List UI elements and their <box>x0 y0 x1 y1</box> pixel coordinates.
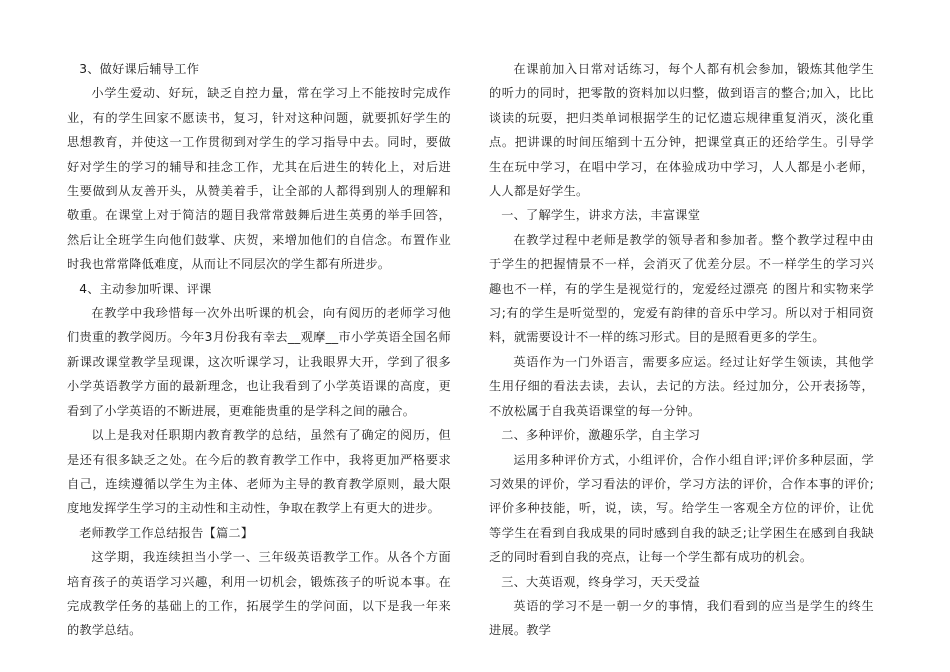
section-heading: 三、大英语观，终身学习，天天受益 <box>501 574 701 589</box>
body-paragraph: 英语作为一门外语言，需要多应运。经过让好学生领读，其他学生用仔细的看法去读，去认，去记的方法。经过加分，公开表扬等，不放松属于自我英语课堂的每一分钟。 <box>489 354 874 418</box>
body-paragraph: 运用多种评价方式，小组评价，合作小组自评;评价多种层面，学习效果的评价，学习看法的评价，学习方法的评价，合作本事的评价;评价多种技能，听，说，读，写。给学生一客观全方位的评价，让优等学生在看到自我成果的同时感到自我的缺乏;让学困生在感到自我缺乏的同时看到自我的亮点，让每一个学生都有成功的机会。 <box>489 452 874 565</box>
body-paragraph: 在课前加入日常对话练习，每个人都有机会参加，锻炼其他学生的听力的同时，把零散的资料加以归整，做到语言的整合;加入，比比谈读的玩耍，把归类单词根据学生的记忆遗忘规律重复消灭，淡化重点。把讲课的时间压缩到十五分钟，把课堂真正的还给学生。引导学生在玩中学习，在唱中学习，在体验成功中学习，人人都是小老师，人人都是好学生。 <box>489 62 874 199</box>
section-heading: 二、多种评价，激趣乐学，自主学习 <box>501 428 701 443</box>
body-paragraph: 在教学过程中老师是教学的领导者和参加者。整个教学过程中由于学生的把握情景不一样，会消灭了优差分层。不一样学生的学习兴趣也不一样，有的学生是视觉行的，宠爱经过漂亮 的图片和实物来学习;有的学生是听觉型的，宠爱有韵律的音乐中学习。所以对于相同资料，就需要设计不一样的练习形式。目的是照看更多的学生。 <box>489 232 874 345</box>
body-paragraph: 以上是我对任职期内教育教学的总结，虽然有了确定的阅历，但是还有很多缺乏之处。在今后的教育教学工作中，我将更加严格要求自己，连续遵循以学生为主体、老师为主导的教育教学原则，最大限度地发挥学生学习的主动性和主动性，争取在教学上有更大的进步。 <box>67 428 451 516</box>
body-paragraph: 英语的学习不是一朝一夕的事情，我们看到的应当是学生的终生进展。教学 <box>489 598 874 638</box>
body-paragraph: 在教学中我珍惜每一次外出听课的机会，向有阅历的老师学习他们贵重的教学阅历。今年3月份我有幸去__观摩__市小学英语全国名师新课改课堂教学呈现课，这次听课学习，让我眼界大开，学到了很多小学英语教学方面的最新理念，也让我看到了小学英语课的高度，更看到了小学英语的不断进展，更难能贵重的是学科之间的融合。 <box>67 306 451 418</box>
section-heading: 老师教学工作总结报告【篇二】 <box>79 525 254 540</box>
section-heading: 一、了解学生，讲求方法，丰富课堂 <box>501 208 701 223</box>
body-paragraph: 这学期，我连续担当小学一、三年级英语教学工作。从各个方面培育孩子的英语学习兴趣，利用一切机会，锻炼孩子的听说本事。在完成教学任务的基础上的工作，拓展学生的学问面，以下是我一年来的教学总结。 <box>67 550 451 638</box>
body-paragraph: 小学生爱动、好玩，缺乏自控力量，常在学习上不能按时完成作业，有的学生回家不愿读书，复习，针对这种问题，就要抓好学生的思想教育，并使这一工作贯彻到对学生的学习指导中去。同时，要做好对学生的学习的辅导和挂念工作，尤其在后进生的转化上，对后进生要做到从友善开头，从赞美着手，让全部的人都得到别人的理解和敬重。在课堂上对于简洁的题目我常常鼓舞后进生英勇的举手回答，然后让全班学生向他们鼓掌、庆贺，来增加他们的自信念。布置作业时我也常常降低难度，从而让不同层次的学生都有所进步。 <box>67 86 451 272</box>
section-heading: 3、做好课后辅导工作 <box>79 62 200 76</box>
right-column <box>489 57 874 643</box>
left-column <box>67 57 451 643</box>
section-heading: 4、主动参加听课、评课 <box>79 281 212 296</box>
